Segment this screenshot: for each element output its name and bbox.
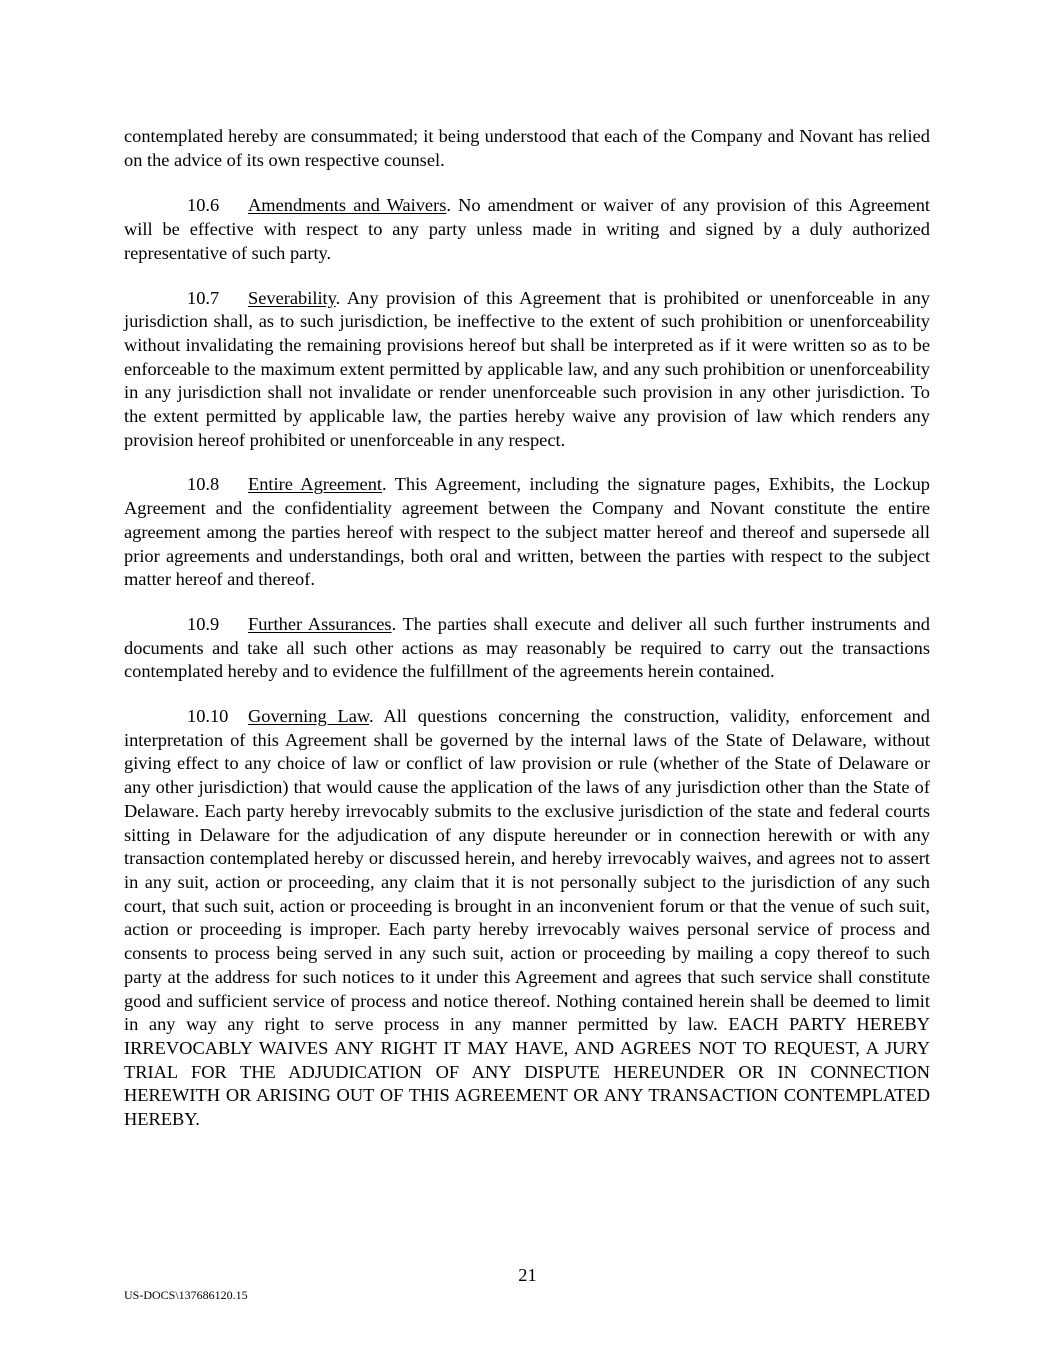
section-body: . Any provision of this Agreement that is prohibited or unenforceable in any jurisdiction shall, as to such jurisdiction, be ineffective to the extent of such prohibition or unenforceability without invalidating the remaining provisions hereof but shall be interpreted as if it were written so as to be enforceable to the maximum extent permitted by applicable law, and any such prohibition or unenforceability in any jurisdiction shall not invalidate or render unenforceable such provision in any other jurisdiction. To the extent permitted by applicable law, the parties hereby waive any provision of law which renders any provision hereof prohibited or unenforceable in any respect.	[124, 287, 930, 450]
section-heading: Amendments and Waivers	[248, 195, 447, 216]
section-10-9	[124, 613, 930, 684]
continuation-text: contemplated hereby are consummated; it being understood that each of the Company and Novant has relied on the advice of its own respective counsel.	[124, 126, 930, 170]
section-body: . This Agreement, including the signature pages, Exhibits, the Lockup Agreement and the confidentiality agreement between the Company and Novant constitute the entire agreement among the parties hereof with respect to the subject matter hereof and thereof and supersede all prior agreements and understandings, both oral and written, between the parties with respect to the subject matter hereof and thereof.	[124, 474, 930, 590]
page-number: 21	[518, 1265, 537, 1285]
section-heading: Severability	[248, 287, 336, 308]
section-number: 10.10	[187, 706, 229, 727]
section-10-10	[124, 705, 930, 1132]
continuation-paragraph	[124, 125, 930, 172]
section-number: 10.8	[187, 474, 220, 495]
section-heading: Further Assurances	[248, 613, 392, 634]
section-body: . All questions concerning the construction, validity, enforcement and interpretation of this Agreement shall be governed by the internal laws of the State of Delaware, without giving effect to any choice of law or conflict of law provision or rule (whether of the State of Delaware or any other jurisdiction) that would cause the application of the laws of any jurisdiction other than the State of Delaware. Each party hereby irrevocably submits to the exclusive jurisdiction of the state and federal courts sitting in Delaware for the adjudication of any dispute hereunder or in connection herewith or with any transaction contemplated hereby or discussed herein, and hereby irrevocably waives, and agrees not to assert in any suit, action or proceeding, any claim that it is not personally subject to the jurisdiction of any such court, that such suit, action or proceeding is brought in an inconvenient forum or that the venue of such suit, action or proceeding is improper. Each party hereby irrevocably waives personal service of process and consents to process being served in any such suit, action or proceeding by mailing a copy thereof to such party at the address for such notices to it under this Agreement and agrees that such service shall constitute good and sufficient service of process and notice thereof. Nothing contained herein shall be deemed to limit in any way any right to serve process in any manner permitted by law. EACH PARTY HEREBY IRREVOCABLY WAIVES ANY RIGHT IT MAY HAVE, AND AGREES NOT TO REQUEST, A JURY TRIAL FOR THE ADJUDICATION OF ANY DISPUTE HEREUNDER OR IN CONNECTION HEREWITH OR ARISING OUT OF THIS AGREEMENT OR ANY TRANSACTION CONTEMPLATED HEREBY.	[124, 706, 931, 1130]
section-number: 10.7	[187, 287, 220, 308]
section-heading: Entire Agreement	[248, 474, 382, 495]
section-10-7	[124, 287, 930, 453]
section-body: . The parties shall execute and deliver all such further instruments and documents and take all such other actions as may reasonably be required to carry out the transactions contemplated hereby and to evidence the fulfillment of the agreements herein contained.	[124, 613, 931, 682]
section-heading: Governing Law	[248, 706, 369, 727]
section-number: 10.6	[187, 195, 220, 216]
section-10-6	[124, 194, 930, 265]
section-number: 10.9	[187, 613, 220, 634]
section-body: . No amendment or waiver of any provision of this Agreement will be effective with respect to any party unless made in writing and signed by a duly authorized representative of such party.	[124, 195, 931, 263]
document-body	[124, 125, 930, 1153]
section-10-8	[124, 473, 930, 592]
document-id: US-DOCS\137686120.15	[124, 1288, 248, 1302]
